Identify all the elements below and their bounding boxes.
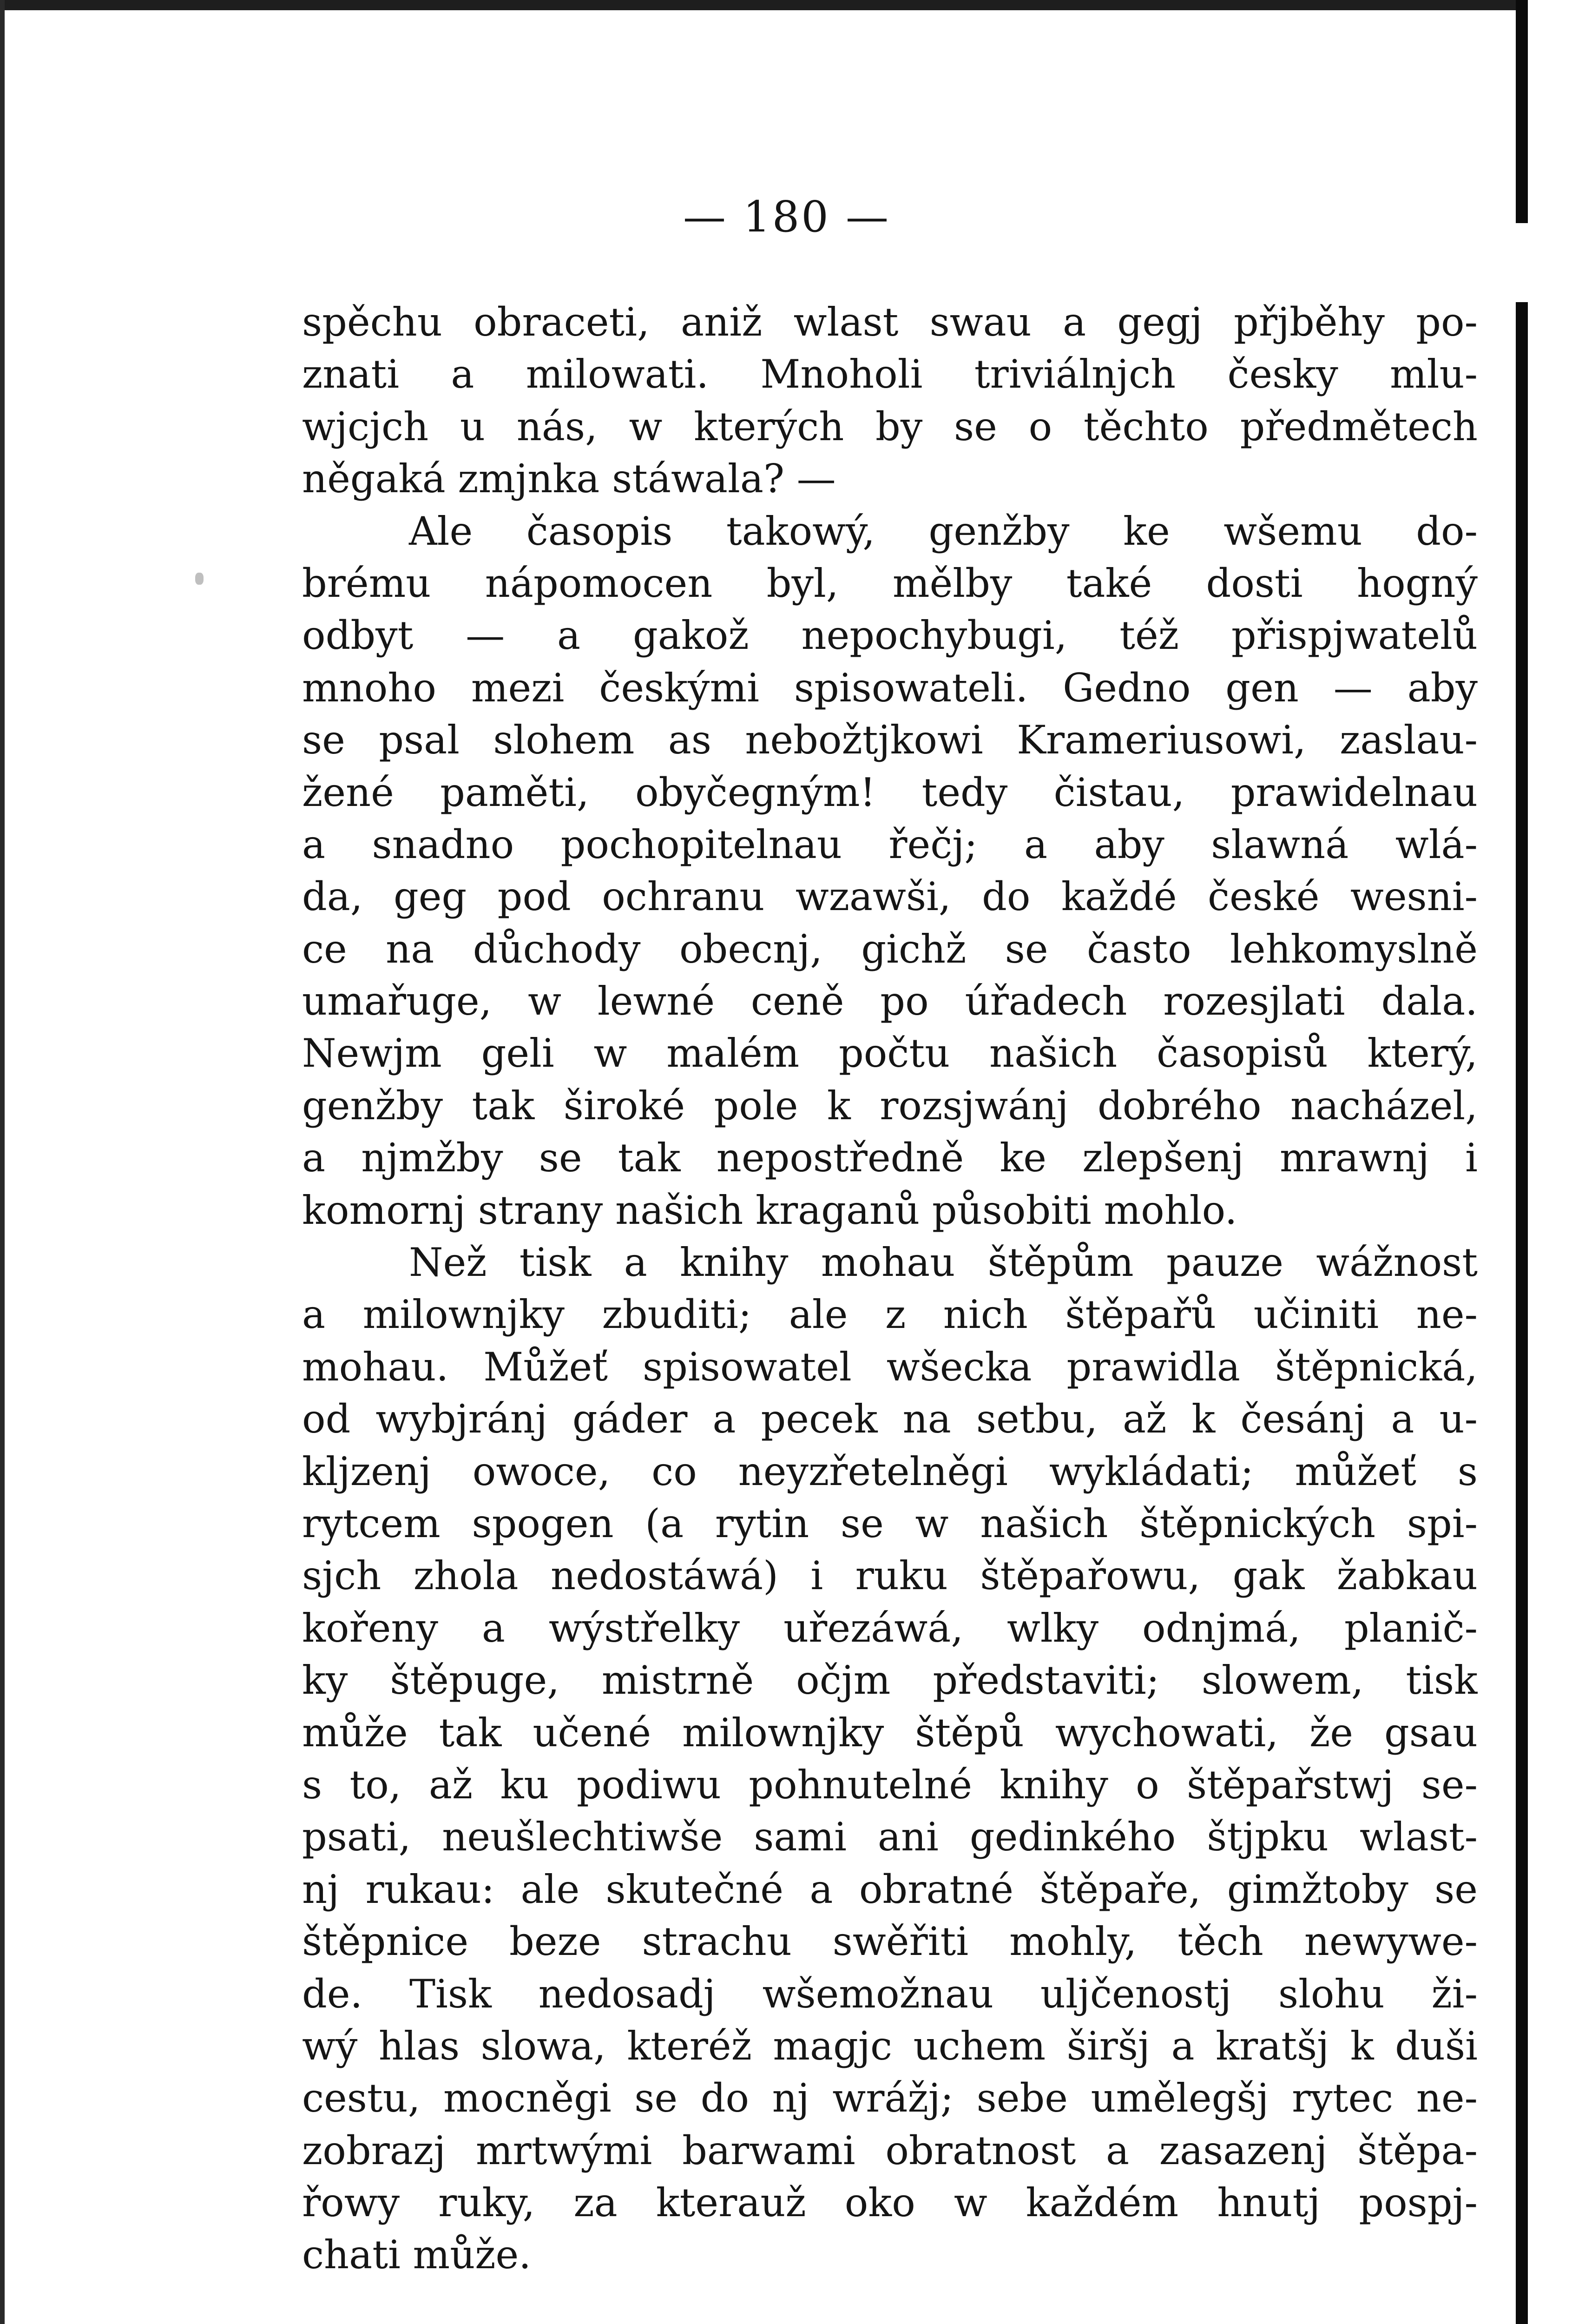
text-line: kořeny a wýstřelky uřezáwá, wlky odnjmá, planič- [302, 1605, 1478, 1651]
text-line: zobrazj mrtwými barwami obratnost a zasazenj štěpa- [302, 2127, 1478, 2173]
text-line: umařuge, w lewné ceně po úřadech rozesjlati dala. [302, 978, 1478, 1024]
text-line: s to, až ku podiwu pohnutelné knihy o štěpařstwj se- [302, 1762, 1478, 1808]
text-line: rytcem spogen (a rytin se w našich štěpnických spi- [302, 1500, 1478, 1546]
scan-edge-top [0, 0, 1572, 10]
text-line: ce na důchody obecnj, gichž se často lehkomyslně [302, 926, 1478, 972]
text-line: brému nápomocen byl, mělby také dosti hogný [302, 560, 1478, 606]
text-line: ky štěpuge, mistrně očjm představiti; slowem, tisk [302, 1657, 1478, 1703]
book-page [5, 10, 1504, 2324]
scan-edge-notch [1516, 223, 1544, 302]
text-line: komornj strany našich kraganů působiti mohlo. [302, 1187, 1237, 1233]
text-line: de. Tisk nedosadj wšemožnau uljčenostj slohu ži- [302, 1971, 1478, 2017]
text-line: mohau. Můžeť spisowatel wšecka prawidla štěpnická, [302, 1344, 1478, 1390]
text-line: něgaká zmjnka stáwala? — [302, 456, 836, 502]
text-line: Newjm geli w malém počtu našich časopisů který, [302, 1030, 1478, 1076]
text-line: mnoho mezi českými spisowateli. Gedno gen — aby [302, 665, 1478, 711]
scan-edge-left [0, 0, 5, 2324]
text-line: a milownjky zbuditi; ale z nich štěpařů učiniti ne- [302, 1292, 1478, 1338]
text-line: wjcjch u nás, w kterých by se o těchto předmětech [302, 403, 1478, 449]
text-line: wý hlas slowa, kteréž magjc uchem širšj a kratšj k duši [302, 2023, 1478, 2069]
text-line: genžby tak široké pole k rozsjwánj dobrého nacházel, [302, 1083, 1478, 1129]
text-line: Než tisk a knihy mohau štěpům pauze wážnost [409, 1240, 1478, 1286]
text-line: psati, neušlechtiwše sami ani gedinkého štjpku wlast- [302, 1814, 1478, 1860]
text-line: a njmžby se tak nepostředně ke zlepšenj mrawnj i [302, 1135, 1478, 1181]
scan-edge-right [1516, 0, 1572, 2324]
text-line: nj rukau: ale skutečné a obratné štěpaře, gimžtoby se [302, 1866, 1478, 1912]
text-line: štěpnice beze strachu swěřiti mohly, těch newywe- [302, 1919, 1478, 1965]
text-line: cestu, mocněgi se do nj wrážj; sebe umělegšj rytec ne- [302, 2075, 1478, 2121]
text-line: řowy ruky, za kterauž oko w každém hnutj pospj- [302, 2180, 1478, 2226]
text-line: žené paměti, obyčegným! tedy čistau, prawidelnau [302, 769, 1478, 815]
text-line: od wybjránj gáder a pecek na setbu, až k česánj a u- [302, 1396, 1478, 1442]
text-line: a snadno pochopitelnau řečj; a aby slawná wlá- [302, 821, 1478, 867]
text-line: spěchu obraceti, aniž wlast swau a gegj přjběhy po- [302, 299, 1478, 345]
text-line: odbyt — a gakož nepochybugi, též přispjwatelů [302, 613, 1478, 659]
paper-speck [195, 573, 204, 585]
body-text [302, 296, 1478, 2281]
page-number: — 180 — [683, 192, 891, 242]
text-line: může tak učené milownjky štěpů wychowati, že gsau [302, 1710, 1478, 1756]
text-line: znati a milowati. Mnoholi triviálnjch česky mlu- [302, 351, 1478, 397]
text-line: sjch zhola nedostáwá) i ruku štěpařowu, gak žabkau [302, 1553, 1478, 1599]
text-line: chati může. [302, 2232, 531, 2278]
text-line: se psal slohem as nebožtjkowi Krameriusowi, zaslau- [302, 717, 1478, 763]
text-line: Ale časopis takowý, genžby ke wšemu do- [409, 508, 1478, 554]
text-line: kljzenj owoce, co neyzřetelněgi wykládati; můžeť s [302, 1448, 1478, 1494]
text-line: da, geg pod ochranu wzawši, do každé české wesni- [302, 874, 1478, 920]
